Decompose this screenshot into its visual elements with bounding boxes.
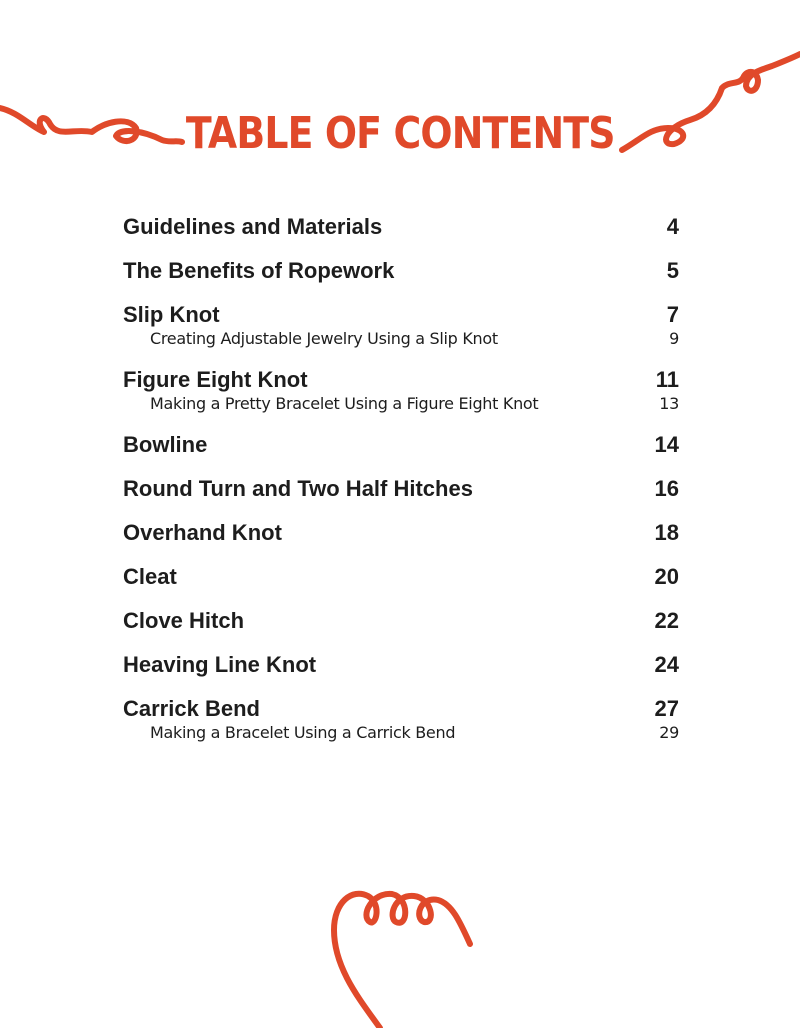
toc-chapter-title: Carrick Bend	[123, 696, 260, 721]
toc-entry	[123, 608, 679, 634]
toc-main-row[interactable]	[123, 432, 679, 458]
toc-page-number: 27	[654, 696, 679, 721]
toc-subsection-page-number: 13	[659, 394, 679, 413]
toc-entry	[123, 302, 679, 349]
toc-entry	[123, 696, 679, 743]
table-of-contents	[123, 214, 679, 761]
toc-chapter-title: Guidelines and Materials	[123, 214, 383, 239]
toc-entry	[123, 520, 679, 546]
toc-page-number: 16	[654, 476, 679, 501]
toc-page-number: 4	[666, 214, 679, 239]
toc-page-number: 20	[654, 564, 679, 589]
toc-chapter-title: Bowline	[123, 432, 208, 457]
page-title	[0, 108, 800, 160]
toc-main-row[interactable]	[123, 564, 679, 590]
toc-page-number: 22	[654, 608, 679, 633]
toc-subsection-page-number: 29	[659, 723, 679, 742]
toc-sub-row[interactable]	[123, 329, 679, 349]
toc-main-row[interactable]	[123, 258, 679, 284]
toc-main-row[interactable]	[123, 367, 679, 393]
toc-chapter-title: Clove Hitch	[123, 608, 245, 633]
toc-chapter-title: Figure Eight Knot	[123, 367, 308, 392]
toc-page-number: 24	[654, 652, 679, 677]
toc-page-number: 11	[655, 367, 679, 392]
toc-subsection-title: Creating Adjustable Jewelry Using a Slip Knot	[150, 329, 498, 348]
toc-subsection-title: Making a Bracelet Using a Carrick Bend	[150, 723, 456, 742]
toc-page-number: 14	[654, 432, 679, 457]
toc-main-row[interactable]	[123, 476, 679, 502]
toc-entry	[123, 214, 679, 240]
toc-chapter-title: Round Turn and Two Half Hitches	[123, 476, 473, 501]
toc-chapter-title: The Benefits of Ropework	[123, 258, 395, 283]
toc-chapter-title: Overhand Knot	[123, 520, 282, 545]
toc-chapter-title: Cleat	[123, 564, 177, 589]
toc-page-number: 5	[666, 258, 679, 283]
toc-chapter-title: Heaving Line Knot	[123, 652, 317, 677]
toc-sub-row[interactable]	[123, 394, 679, 414]
page-title-text: TABLE OF CONTENTS	[185, 108, 615, 159]
toc-entry	[123, 432, 679, 458]
toc-page-number: 18	[654, 520, 679, 545]
rope-bottom	[334, 894, 470, 1028]
toc-sub-row[interactable]	[123, 723, 679, 743]
toc-entry	[123, 476, 679, 502]
toc-subsection-title: Making a Pretty Bracelet Using a Figure Eight Knot	[150, 394, 539, 413]
toc-main-row[interactable]	[123, 214, 679, 240]
toc-page-number: 7	[666, 302, 679, 327]
toc-subsection-page-number: 9	[669, 329, 679, 348]
toc-main-row[interactable]	[123, 608, 679, 634]
toc-main-row[interactable]	[123, 302, 679, 328]
toc-chapter-title: Slip Knot	[123, 302, 220, 327]
toc-main-row[interactable]	[123, 652, 679, 678]
toc-entry	[123, 258, 679, 284]
toc-main-row[interactable]	[123, 696, 679, 722]
toc-entry	[123, 367, 679, 414]
toc-entry	[123, 564, 679, 590]
toc-entry	[123, 652, 679, 678]
toc-main-row[interactable]	[123, 520, 679, 546]
